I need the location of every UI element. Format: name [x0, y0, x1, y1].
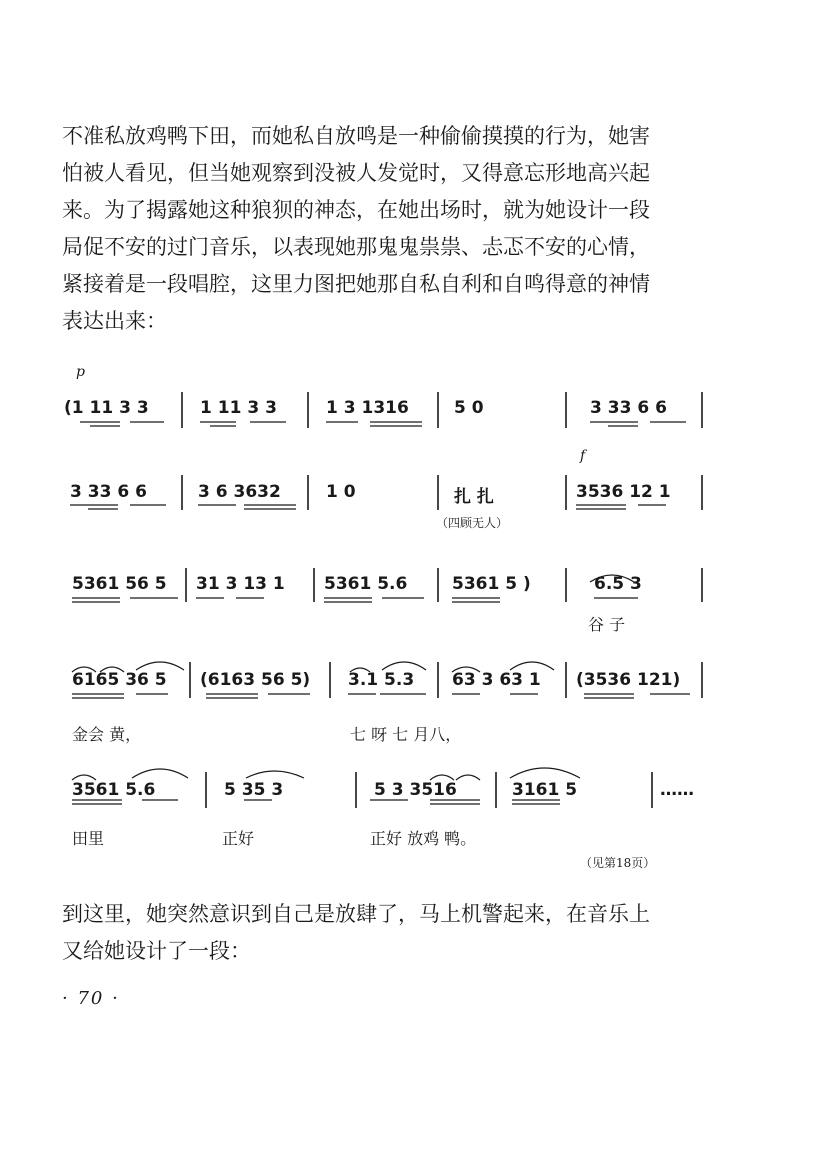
text-line: 怕被人看见，但当她观察到没被人发觉时，又得意忘形地高兴起: [62, 161, 650, 185]
note-group: 5361 5 ): [452, 574, 531, 594]
note-group: 3 33 6 6: [590, 398, 667, 418]
text-line: 紧接着是一段唱腔，这里力图把她那自私自利和自鸣得意的神情: [62, 272, 650, 296]
lyric: 正好: [222, 829, 255, 848]
note-group: 1 0: [326, 482, 356, 502]
note-group: 5 0: [454, 398, 484, 418]
note-group: 3 6 3632: [198, 482, 281, 502]
note-group: 63 3 63 1: [452, 670, 541, 690]
note-group: 1 3 1316: [326, 398, 409, 418]
note-group: (3536 121): [576, 670, 681, 690]
text-line: 来。为了揭露她这种狼狈的神态，在她出场时，就为她设计一段: [62, 198, 650, 222]
note-group: 6.5 3: [594, 574, 642, 594]
lyric: 七 呀 七 月八，: [350, 725, 462, 744]
note-group: 1 11 3 3: [200, 398, 277, 418]
note-group: ……: [660, 780, 694, 800]
text-line: 到这里，她突然意识到自己是放肆了，马上机警起来，在音乐上: [62, 902, 650, 926]
note-group: 5 3 3516: [374, 780, 457, 800]
music-score: [60, 360, 720, 870]
note-group: 31 3 13 1: [196, 574, 285, 594]
dynamic-marking: p: [76, 364, 85, 380]
note-group: 3 33 6 6: [70, 482, 147, 502]
lyric: 正好 放鸡 鸭。: [370, 829, 477, 848]
closing-paragraph: [62, 896, 722, 970]
note-group: 3536 12 1: [576, 482, 671, 502]
note-group: 5 35 3: [224, 780, 284, 800]
note-group: (6163 56 5): [200, 670, 311, 690]
lyric: 田里: [72, 829, 105, 848]
intro-paragraph: [62, 118, 722, 340]
note-group: 3561 5.6: [72, 780, 156, 800]
note-group: 扎 扎: [454, 487, 494, 507]
lyric: 谷 子: [588, 615, 626, 634]
stage-direction: （四顾无人）: [436, 516, 509, 530]
score-footnote: （见第18页）: [580, 856, 656, 870]
lyric: 金会 黄，: [72, 725, 142, 744]
note-group: 5361 56 5: [72, 574, 167, 594]
note-group: 5361 5.6: [324, 574, 408, 594]
text-line: 表达出来：: [62, 309, 167, 333]
note-group: 3.1 5.3: [348, 670, 415, 690]
note-group: 3161 5: [512, 780, 578, 800]
text-line: 又给她设计了一段：: [62, 939, 251, 963]
dynamic-marking: f: [580, 448, 586, 464]
text-line: 不准私放鸡鸭下田，而她私自放鸣是一种偷偷摸摸的行为，她害: [62, 124, 650, 148]
note-group: 6165 36 5: [72, 670, 167, 690]
note-group: (1 11 3 3: [64, 398, 149, 418]
text-line: 局促不安的过门音乐，以表现她那鬼鬼祟祟、忐忑不安的心情，: [62, 235, 650, 259]
page-number: · 70 ·: [62, 988, 120, 1009]
